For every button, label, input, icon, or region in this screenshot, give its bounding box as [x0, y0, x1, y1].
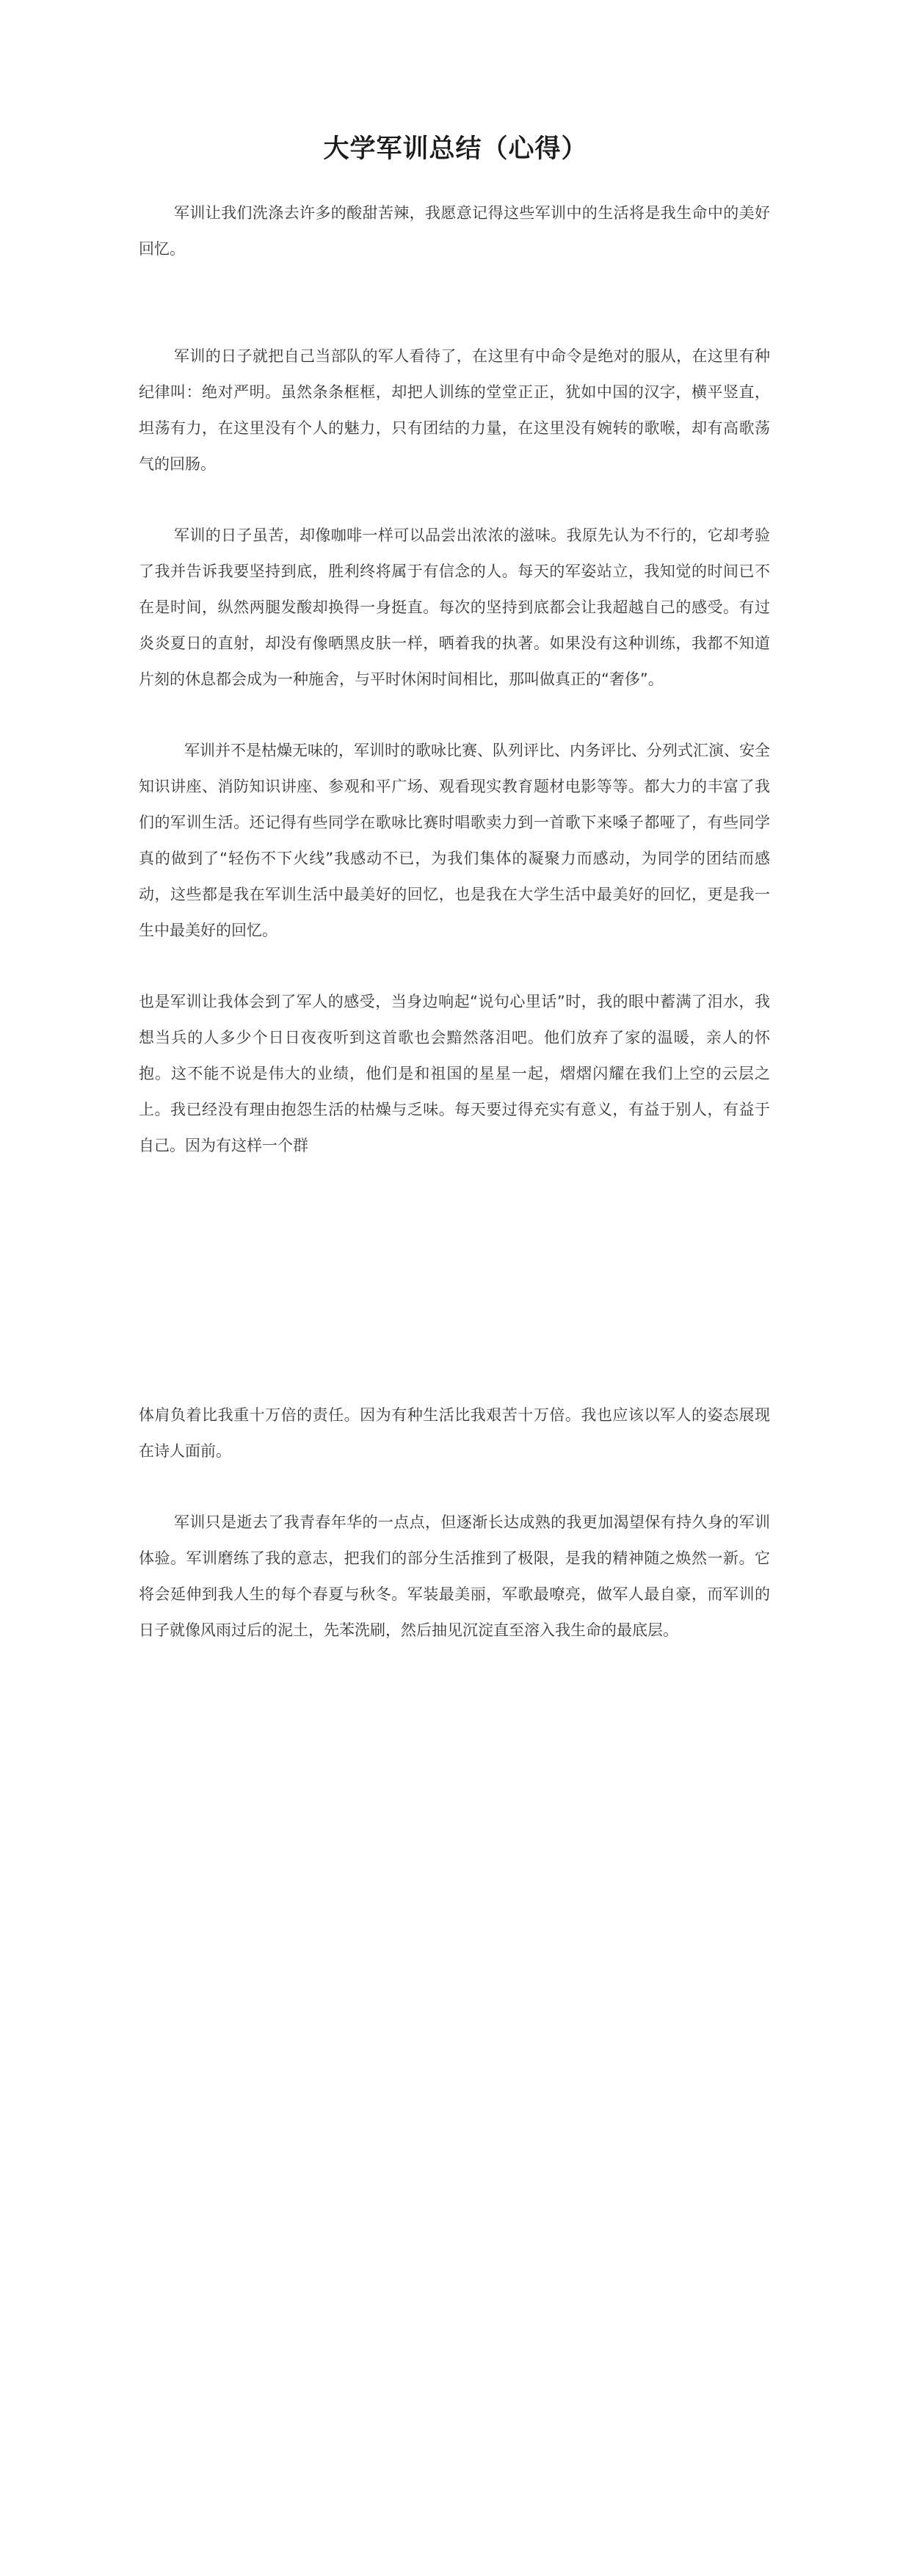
paragraph-3: 军训的日子虽苦，却像咖啡一样可以品尝出浓浓的滋味。我原先认为不行的，它却考验了我并告诉我要坚持到底，胜利终将属于有信念的人。每天的军姿站立，我知觉的时间已不在是时间，纵然两腿发酸却换得一身挺直。每次的坚持到底都会让我超越自己的感受。有过炎炎夏日的直射，却没有像晒黑皮肤一样，晒着我的执著。如果没有这种训练，我都不知道片刻的休息都会成为一种施舍，与平时休闲时间相比，那叫做真正的“奢侈”。: [139, 527, 770, 688]
document-title: 大学军训总结（心得）: [323, 134, 588, 164]
paragraph-1: 军训让我们洗涤去许多的酸甜苦辣，我愿意记得这些军训中的生活将是我生命中的美好回忆。: [139, 204, 770, 258]
paragraph-2: 军训的日子就把自己当部队的军人看待了，在这里有中命令是绝对的服从，在这里有种纪律叫：绝对严明。虽然条条框框，却把人训练的堂堂正正，犹如中国的汉字，横平竖直，坦荡有力，在这里没有个人的魅力，只有团结的力量，在这里没有婉转的歌喉，却有高歌荡气的回肠。: [139, 347, 770, 473]
paragraph-6: 体肩负着比我重十万倍的责任。因为有种生活比我艰苦十万倍。我也应该以军人的姿态展现在诗人面前。: [139, 1406, 770, 1460]
paragraph-4: 军训并不是枯燥无味的，军训时的歌咏比赛、队列评比、内务评比、分列式汇演、安全知识讲座、消防知识讲座、参观和平广场、观看现实教育题材电影等等。都大力的丰富了我们的军训生活。还记得有些同学在歌咏比赛时唱歌卖力到一首歌下来嗓子都哑了，有些同学真的做到了“轻伤不下火线”我感动不已，为我们集体的凝聚力而感动，为同学的团结而感动，这些都是我在军训生活中最美好的回忆，也是我在大学生活中最美好的回忆，更是我一生中最美好的回忆。: [139, 742, 770, 939]
paragraph-7: 军训只是逝去了我青春年华的一点点，但逐渐长达成熟的我更加渴望保有持久身的军训体验。军训磨练了我的意志，把我们的部分生活推到了极限，是我的精神随之焕然一新。它将会延伸到我人生的每个春夏与秋冬。军装最美丽，军歌最嘹亮，做军人最自豪，而军训的日子就像风雨过后的泥土，先苯洗刷，然后抽见沉淀直至溶入我生命的最底层。: [139, 1513, 770, 1639]
paragraph-5: 也是军训让我体会到了军人的感受，当身边响起“说句心里话”时，我的眼中蓄满了泪水，我想当兵的人多少个日日夜夜听到这首歌也会黯然落泪吧。他们放弃了家的温暖，亲人的怀抱。这不能不说是伟大的业绩，他们是和祖国的星星一起，熠熠闪耀在我们上空的云层之上。我已经没有理由抱怨生活的枯燥与乏味。每天要过得充实有意义，有益于别人，有益于自己。因为有这样一个群: [139, 993, 770, 1154]
